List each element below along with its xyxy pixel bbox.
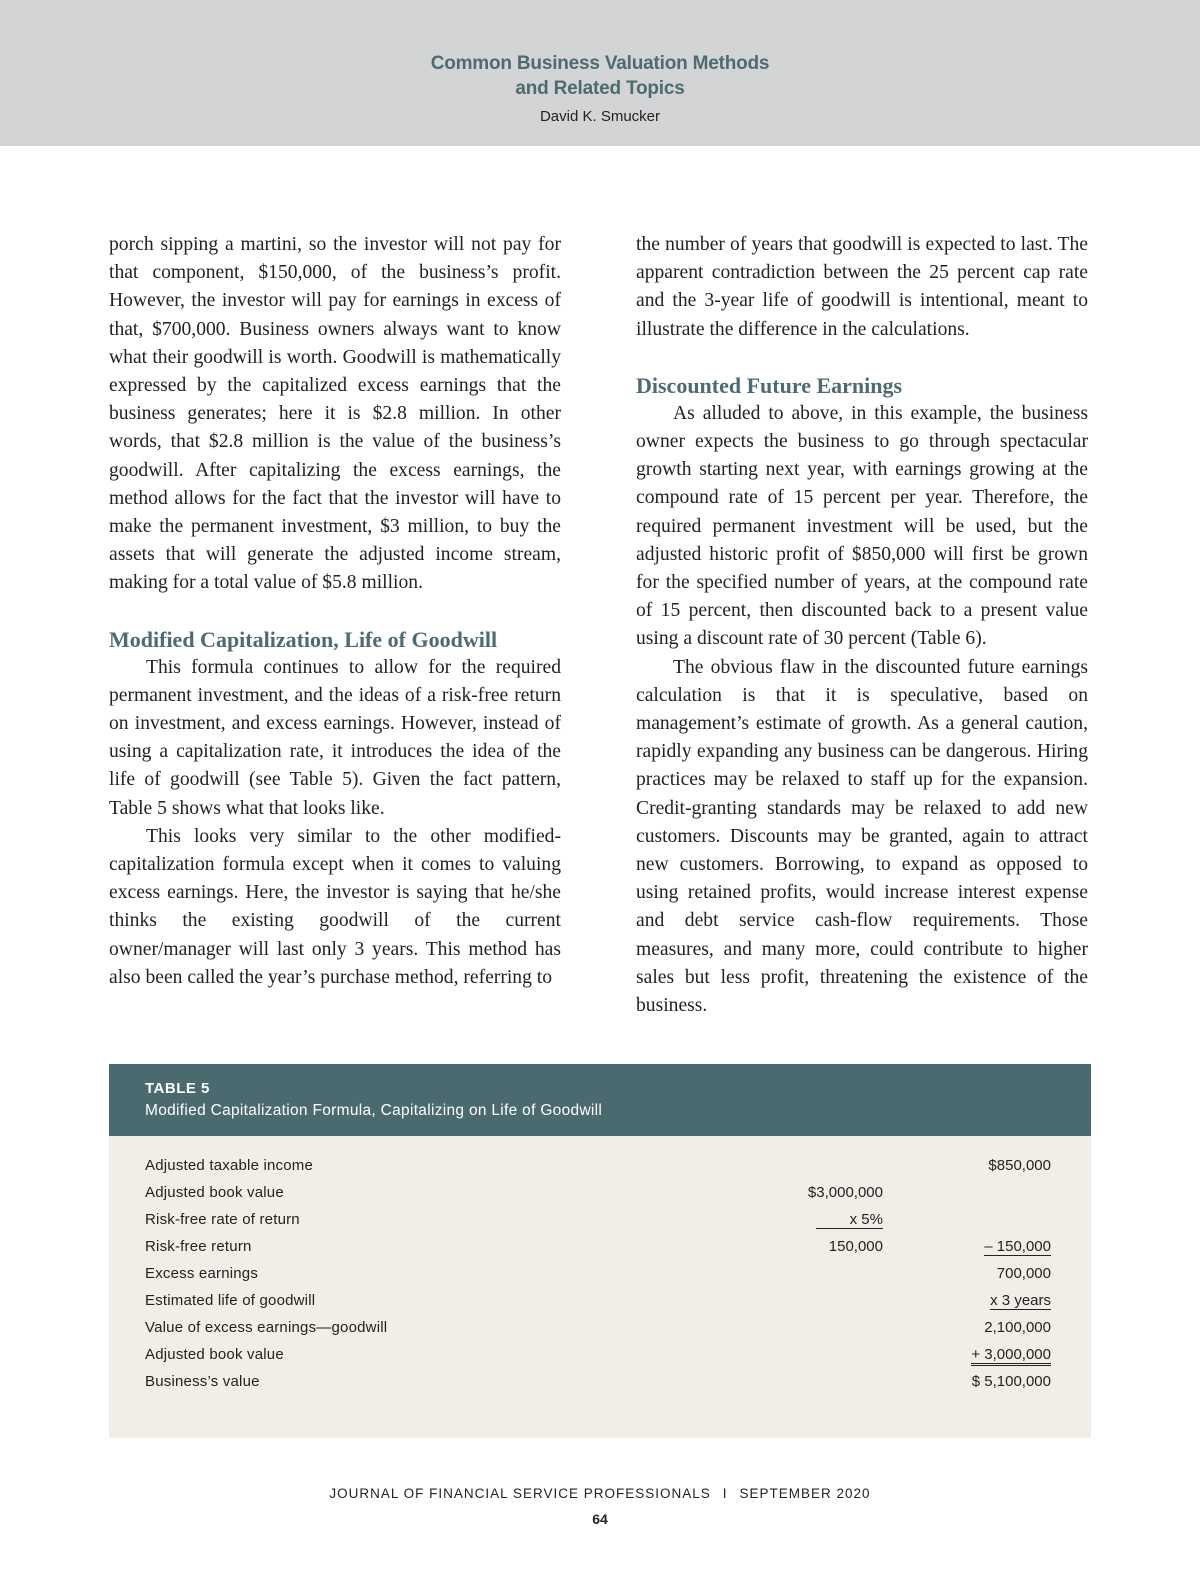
row-label: Adjusted book value <box>145 1184 284 1201</box>
row-label: Business’s value <box>145 1373 260 1390</box>
header-author: David K. Smucker <box>539 108 661 125</box>
table-row <box>109 1211 1091 1233</box>
table5-label: TABLE 5 <box>145 1080 210 1097</box>
row-label: Risk-free rate of return <box>145 1211 300 1228</box>
table-row <box>109 1319 1091 1341</box>
table5-header <box>109 1064 1091 1136</box>
footer-journal: JOURNAL OF FINANCIAL SERVICE PROFESSIONALS <box>329 1486 711 1501</box>
table-row <box>109 1184 1091 1206</box>
row-value-sub: 150,000 <box>828 1238 883 1255</box>
table-row <box>109 1238 1091 1260</box>
table-row <box>109 1373 1091 1395</box>
footer-date: SEPTEMBER 2020 <box>739 1486 871 1501</box>
page-number: 64 <box>592 1511 608 1527</box>
right-paragraph-3: The obvious flaw in the discounted future earnings calculation is that it is speculative, based on management’s estimate of growth. As a general caution, rapidly expanding any business can be dangerous. Hiring practices may be relaxed to staff up for the expansion. Credit-granting standards may be relaxed to add new customers. Discounts may be granted, again to attract new customers. Borrowing, to expand as opposed to using retained profits, would increase interest expense and debt service cash-flow requirements. Those measures, and many more, could contribute to higher sales but less profit, threatening the existence of the business. <box>636 656 1088 1017</box>
left-paragraph-3: This looks very similar to the other modified-capitalization formula except when it comes to valuing excess earnings. Here, the investor is saying that he/she thinks the existing goodwill of the current owner/manager will last only 3 years. This method has also been called the year’s purchase method, referring to <box>109 825 561 988</box>
row-label: Estimated life of goodwill <box>145 1292 316 1309</box>
row-value-total: x 3 years <box>990 1292 1051 1309</box>
row-value-total: – 150,000 <box>984 1238 1051 1255</box>
table5-title: Modified Capitalization Formula, Capitalizing on Life of Goodwill <box>145 1102 603 1119</box>
table-row <box>109 1292 1091 1314</box>
right-paragraph-2: As alluded to above, in this example, the business owner expects the business to go through spectacular growth starting next year, with earnings growing at the compound rate of 15 percent per year. Therefore, the required permanent investment will be used, but the adjusted historic profit of $850,000 will first be grown for the specified number of years, at the compound rate of 15 percent, then discounted back to a present value using a discount rate of 30 percent (Table 6). <box>636 402 1088 650</box>
row-value-total: + 3,000,000 <box>971 1346 1051 1366</box>
header-title-line1: Common Business Valuation Methods <box>430 53 770 74</box>
row-value-total: 700,000 <box>996 1265 1051 1282</box>
row-value-sub: $3,000,000 <box>807 1184 883 1201</box>
row-value-total: $ 5,100,000 <box>971 1373 1051 1390</box>
page-header <box>0 0 1200 146</box>
left-paragraph-2: This formula continues to allow for the required permanent investment, and the ideas of a risk-free return on investment, and excess earnings. However, instead of using a capitalization rate, it introduces the idea of the life of goodwill (see Table 5). Given the fact pattern, Table 5 shows what that looks like. <box>109 656 561 819</box>
page-footer <box>0 1486 1200 1501</box>
footer-separator: I <box>722 1486 728 1501</box>
row-value-sub: x 5% <box>816 1211 883 1229</box>
table-row <box>109 1157 1091 1179</box>
right-column <box>636 231 1088 1020</box>
row-label: Value of excess earnings—goodwill <box>145 1319 388 1336</box>
table5-body <box>109 1136 1091 1438</box>
row-label: Excess earnings <box>145 1265 259 1282</box>
header-title-line2: and Related Topics <box>515 78 685 99</box>
row-label: Adjusted book value <box>145 1346 284 1363</box>
row-label: Adjusted taxable income <box>145 1157 314 1174</box>
section-heading-discounted-future-earnings: Discounted Future Earnings <box>636 372 903 398</box>
right-paragraph-1: the number of years that goodwill is expected to last. The apparent contradiction between the 25 percent cap rate and the 3-year life of goodwill is intentional, meant to illustrate the difference in the calculations. <box>636 234 1088 340</box>
table-row <box>109 1346 1091 1368</box>
left-column <box>109 231 561 992</box>
table-row <box>109 1265 1091 1287</box>
section-heading-life-of-goodwill: Modified Capitalization, Life of Goodwill <box>109 626 498 652</box>
row-value-total: 2,100,000 <box>984 1319 1051 1336</box>
row-value-total: $850,000 <box>988 1157 1051 1174</box>
left-paragraph-1: porch sipping a martini, so the investor will not pay for that component, $150,000, of the business’s profit. However, the investor will pay for earnings in excess of that, $700,000. Business owners always want to know what their goodwill is worth. Goodwill is mathematically expressed by the capitalized excess earnings that the business generates; here it is $2.8 million. In other words, that $2.8 million is the value of the business’s goodwill. After capitalizing the excess earnings, the method allows for the fact that the investor will have to make the permanent investment, $3 million, to buy the assets that will generate the adjusted income stream, making for a total value of $5.8 million. <box>109 234 561 594</box>
row-label: Risk-free return <box>145 1238 252 1255</box>
